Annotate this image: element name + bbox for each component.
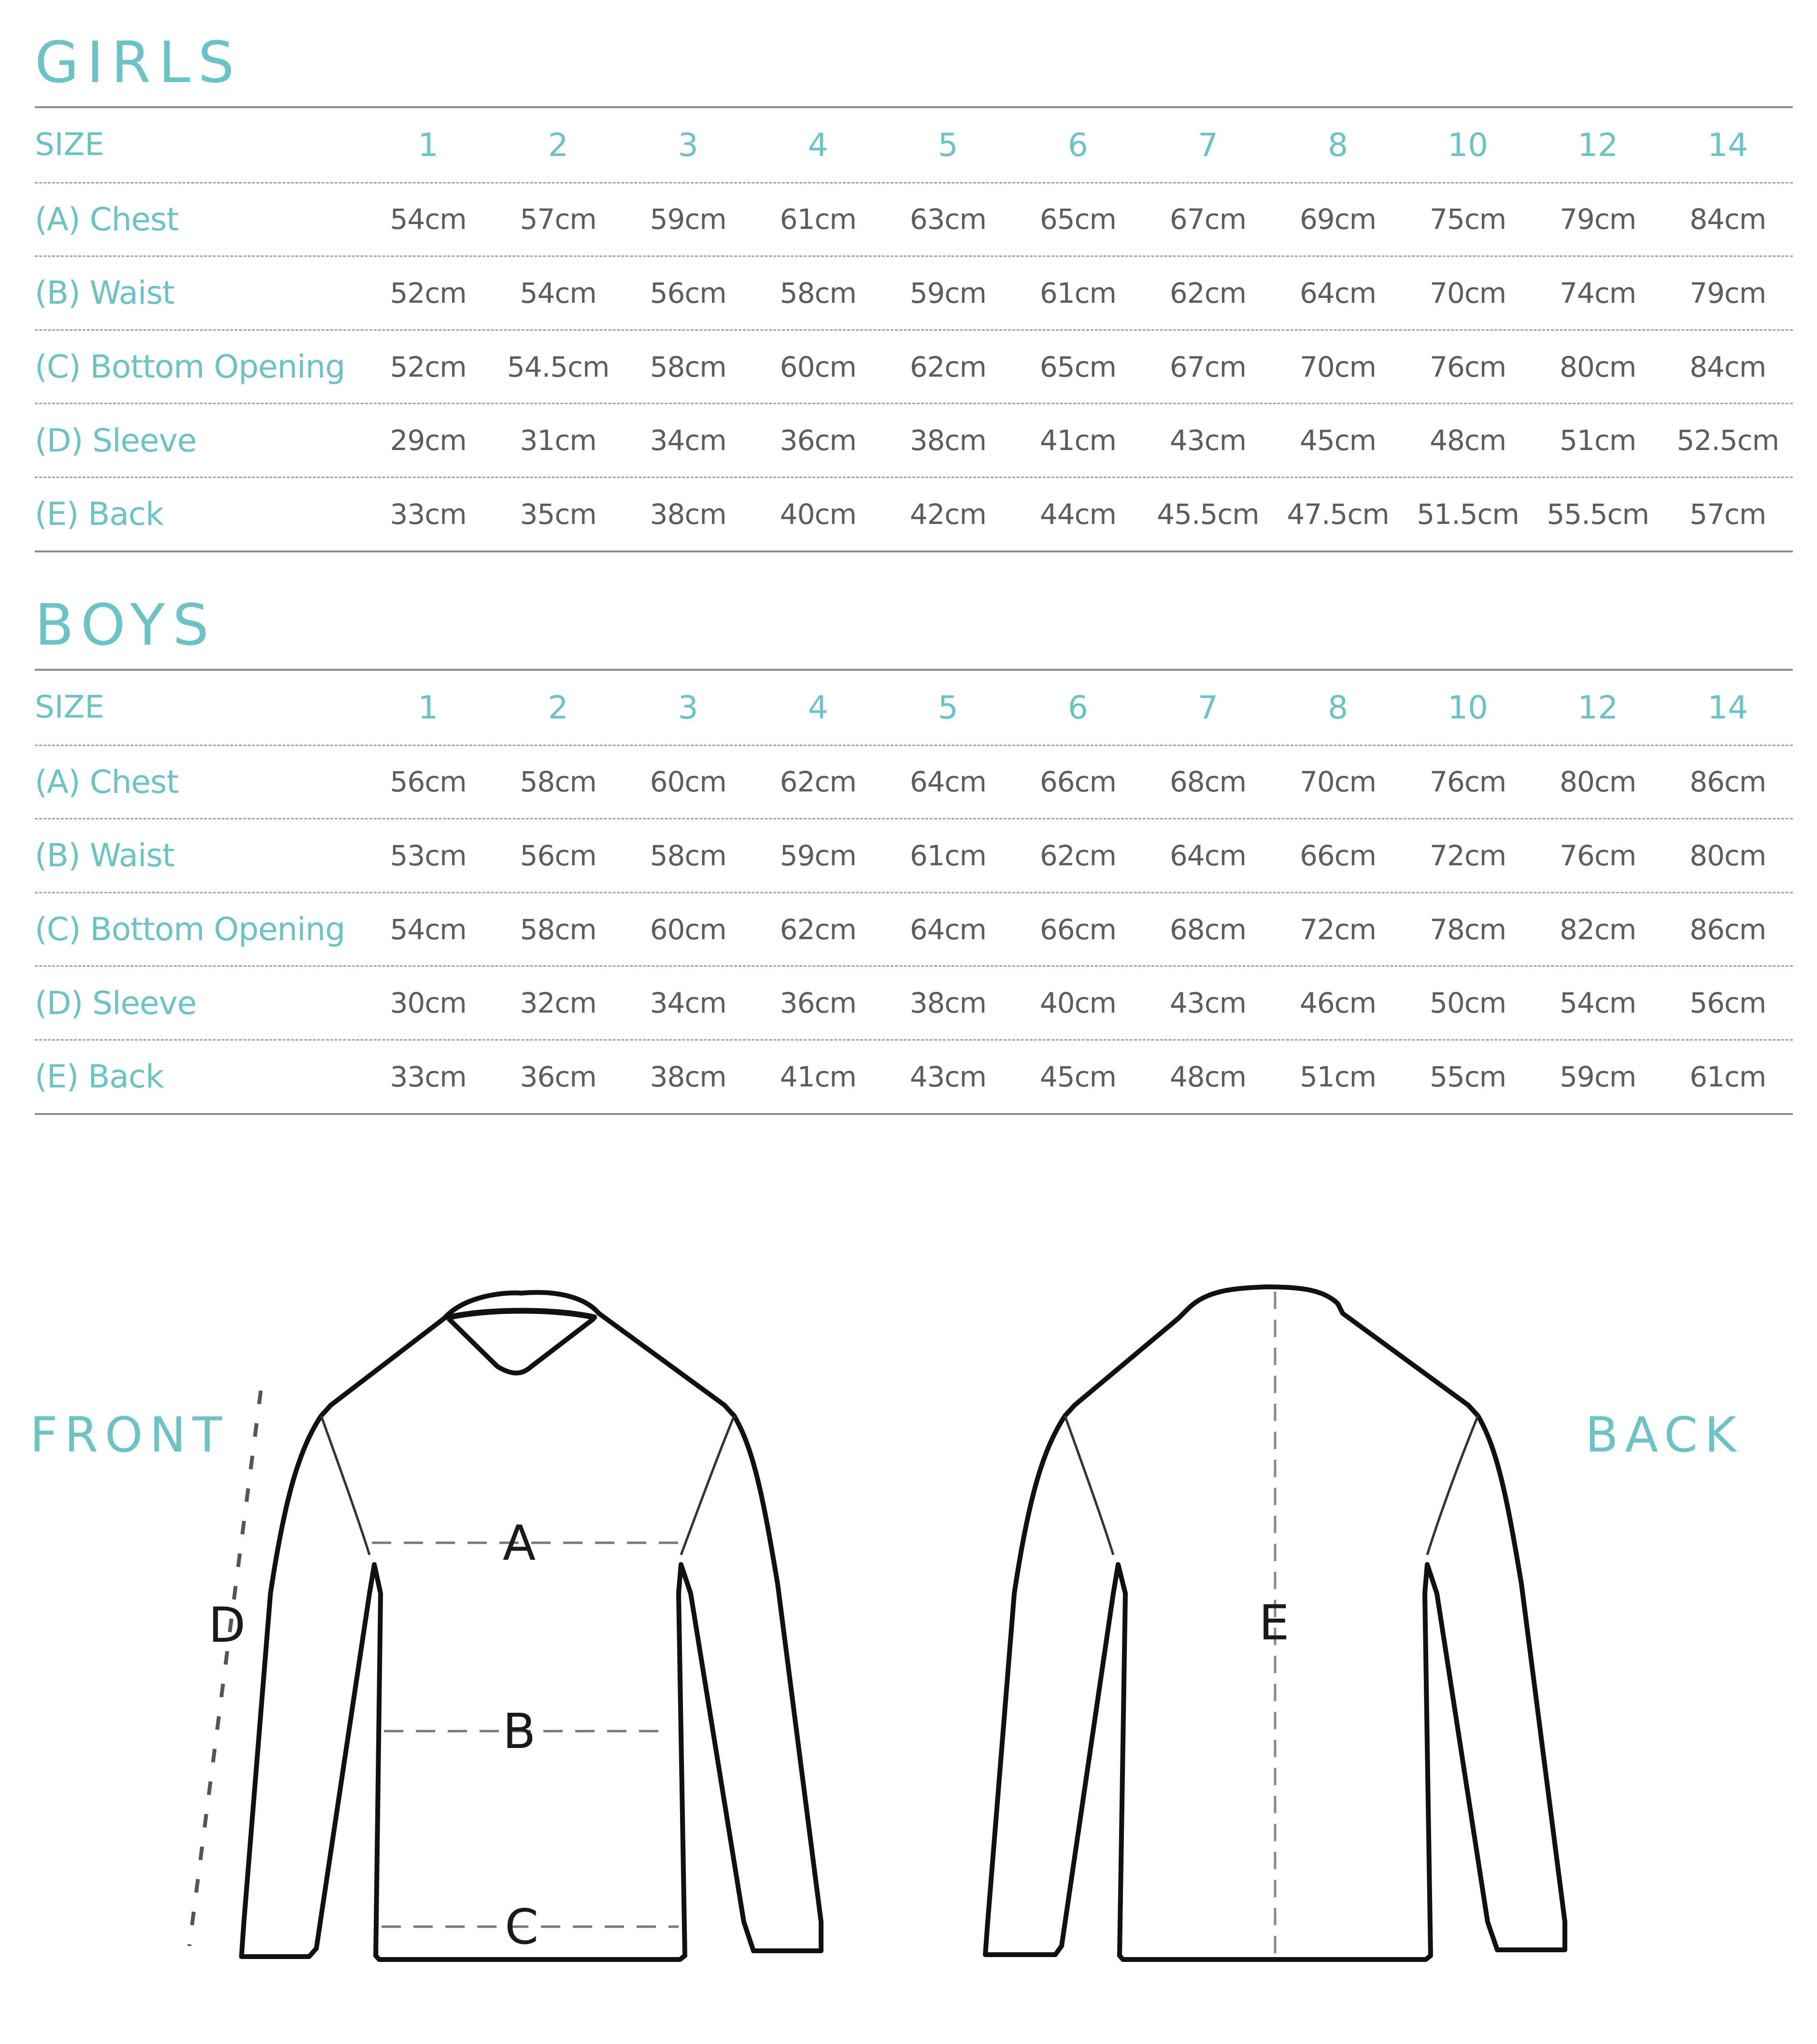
girls-size-header-row (35, 108, 1793, 182)
boys-row-label: (D) Sleeve (35, 984, 197, 1022)
girls-table-row (35, 255, 1793, 329)
girls-measurement-cell: 56cm (650, 276, 726, 310)
girls-row-label: (A) Chest (35, 200, 179, 238)
girls-measurement-cell: 48cm (1430, 424, 1506, 457)
marker-c: C (505, 1899, 539, 1955)
boys-measurement-cell: 66cm (1299, 839, 1377, 872)
boys-measurement-cell: 54cm (1560, 987, 1636, 1020)
girls-measurement-cell: 31cm (520, 424, 596, 457)
boys-size-label: SIZE (35, 690, 104, 726)
girls-measurement-cell: 57cm (520, 203, 596, 236)
girls-measurement-cell: 40cm (780, 497, 856, 531)
girls-measurement-cell: 59cm (909, 276, 986, 310)
boys-row-label: (B) Waist (35, 837, 174, 874)
girls-measurement-cell: 51.5cm (1417, 497, 1519, 531)
girls-row-label: (E) Back (35, 495, 164, 533)
girls-measurement-cell: 45cm (1299, 424, 1377, 457)
boys-measurement-cell: 60cm (650, 765, 726, 799)
girls-table-row (35, 477, 1793, 550)
boys-measurement-cell: 40cm (1039, 987, 1117, 1020)
boys-measurement-cell: 50cm (1430, 987, 1506, 1020)
girls-row-label: (B) Waist (35, 274, 174, 312)
girls-measurement-cell: 43cm (1169, 424, 1247, 457)
boys-size-6: 6 (1067, 689, 1088, 726)
girls-measurement-cell: 58cm (780, 276, 856, 310)
girls-measurement-cell: 61cm (780, 203, 856, 236)
boys-size-12: 12 (1577, 689, 1618, 726)
girls-row-label: (D) Sleeve (35, 422, 197, 459)
girls-table-row (35, 403, 1793, 477)
boys-size-1: 1 (418, 689, 439, 726)
girls-measurement-cell: 64cm (1299, 276, 1377, 310)
boys-measurement-cell: 43cm (909, 1060, 986, 1093)
boys-size-2: 2 (548, 689, 568, 726)
boys-size-5: 5 (937, 689, 958, 726)
girls-measurement-cell: 62cm (909, 350, 986, 383)
girls-table-row (35, 329, 1793, 403)
boys-measurement-cell: 80cm (1689, 839, 1766, 872)
girls-measurement-cell: 61cm (1039, 276, 1117, 310)
boys-measurement-cell: 62cm (1039, 839, 1117, 872)
boys-measurement-cell: 76cm (1430, 765, 1506, 799)
girls-table-row (35, 182, 1793, 256)
boys-size-14: 14 (1707, 689, 1748, 726)
boys-row-label: (C) Bottom Opening (35, 911, 345, 948)
girls-size-3: 3 (678, 126, 698, 164)
boys-measurement-cell: 58cm (650, 839, 726, 872)
boys-table-row (35, 745, 1793, 818)
boys-measurement-cell: 58cm (520, 765, 596, 799)
boys-size-10: 10 (1448, 689, 1489, 726)
boys-measurement-cell: 59cm (1560, 1060, 1636, 1093)
girls-size-7: 7 (1198, 126, 1218, 164)
boys-table-row (35, 965, 1793, 1039)
girls-size-8: 8 (1328, 126, 1349, 164)
boys-measurement-cell: 61cm (909, 839, 986, 872)
boys-measurement-cell: 66cm (1039, 913, 1117, 946)
boys-measurement-cell: 53cm (390, 839, 467, 872)
girls-size-5: 5 (937, 126, 958, 164)
boys-measurement-cell: 60cm (650, 913, 726, 946)
girls-measurement-cell: 52cm (390, 350, 467, 383)
boys-measurement-cell: 38cm (909, 987, 986, 1020)
boys-measurement-cell: 43cm (1169, 987, 1247, 1020)
boys-measurement-cell: 32cm (520, 987, 596, 1020)
girls-measurement-cell: 54cm (390, 203, 467, 236)
girls-measurement-cell: 67cm (1169, 350, 1247, 383)
boys-measurement-cell: 61cm (1689, 1060, 1766, 1093)
back-view-label: BACK (1585, 1407, 1743, 1463)
boys-size-7: 7 (1198, 689, 1218, 726)
girls-measurement-cell: 54.5cm (507, 350, 610, 383)
girls-measurement-cell: 33cm (390, 497, 467, 531)
girls-measurement-cell: 60cm (780, 350, 856, 383)
boys-measurement-cell: 51cm (1299, 1060, 1377, 1093)
girls-measurement-cell: 70cm (1430, 276, 1506, 310)
girls-measurement-cell: 45.5cm (1157, 497, 1259, 531)
girls-measurement-cell: 34cm (650, 424, 726, 457)
boys-measurement-cell: 36cm (780, 987, 856, 1020)
boys-size-3: 3 (678, 689, 698, 726)
boys-size-header-row (35, 671, 1793, 745)
boys-measurement-cell: 55cm (1430, 1060, 1506, 1093)
boys-measurement-cell: 48cm (1169, 1060, 1247, 1093)
boys-title: BOYS (35, 592, 217, 658)
girls-measurement-cell: 65cm (1039, 350, 1117, 383)
boys-measurement-cell: 38cm (650, 1060, 726, 1093)
boys-measurement-cell: 62cm (780, 913, 856, 946)
marker-a: A (502, 1515, 536, 1571)
girls-row-label: (C) Bottom Opening (35, 348, 345, 386)
boys-measurement-cell: 72cm (1299, 913, 1377, 946)
girls-measurement-cell: 65cm (1039, 203, 1117, 236)
girls-measurement-cell: 38cm (650, 497, 726, 531)
boys-measurement-cell: 78cm (1430, 913, 1506, 946)
boys-measurement-cell: 64cm (909, 913, 986, 946)
boys-measurement-cell: 68cm (1169, 765, 1247, 799)
boys-measurement-cell: 58cm (520, 913, 596, 946)
girls-measurement-cell: 44cm (1039, 497, 1117, 531)
girls-size-4: 4 (808, 126, 828, 164)
girls-measurement-cell: 79cm (1560, 203, 1636, 236)
boys-measurement-cell: 70cm (1299, 765, 1377, 799)
girls-measurement-cell: 62cm (1169, 276, 1247, 310)
back-seam-lines (1065, 1416, 1478, 1555)
girls-size-6: 6 (1067, 126, 1088, 164)
boys-row-label: (A) Chest (35, 763, 179, 801)
girls-title: GIRLS (35, 29, 242, 96)
boys-measurement-cell: 41cm (780, 1060, 856, 1093)
front-view-label: FRONT (30, 1407, 229, 1463)
girls-measurement-cell: 36cm (780, 424, 856, 457)
girls-measurement-cell: 84cm (1689, 350, 1766, 383)
boys-measurement-cell: 56cm (1689, 987, 1766, 1020)
girls-measurement-cell: 67cm (1169, 203, 1247, 236)
girls-measurement-cell: 52.5cm (1676, 424, 1779, 457)
girls-size-10: 10 (1448, 126, 1489, 164)
girls-size-1: 1 (418, 126, 439, 164)
marker-b: B (502, 1703, 536, 1760)
garment-diagram (0, 1246, 1817, 2044)
girls-measurement-cell: 29cm (390, 424, 467, 457)
girls-size-label: SIZE (35, 127, 104, 163)
boys-table-row (35, 892, 1793, 966)
boys-measurement-cell: 54cm (390, 913, 467, 946)
boys-measurement-cell: 62cm (780, 765, 856, 799)
girls-measurement-cell: 35cm (520, 497, 596, 531)
girls-measurement-cell: 84cm (1689, 203, 1766, 236)
boys-measurement-cell: 64cm (909, 765, 986, 799)
girls-size-2: 2 (548, 126, 568, 164)
boys-table-row (35, 1039, 1793, 1113)
marker-e: E (1259, 1594, 1290, 1651)
boys-measurement-cell: 76cm (1560, 839, 1636, 872)
girls-measurement-cell: 57cm (1689, 497, 1766, 531)
girls-measurement-cell: 54cm (520, 276, 596, 310)
boys-measurement-cell: 36cm (520, 1060, 596, 1093)
girls-measurement-cell: 52cm (390, 276, 467, 310)
girls-measurement-cell: 42cm (909, 497, 986, 531)
garment-diagram-svg (0, 1246, 1817, 2042)
boys-measurement-cell: 34cm (650, 987, 726, 1020)
boys-measurement-cell: 72cm (1430, 839, 1506, 872)
girls-measurement-cell: 79cm (1689, 276, 1766, 310)
girls-measurement-cell: 69cm (1299, 203, 1377, 236)
girls-measurement-cell: 75cm (1430, 203, 1506, 236)
boys-row-label: (E) Back (35, 1058, 164, 1096)
girls-measurement-cell: 38cm (909, 424, 986, 457)
girls-measurement-cell: 51cm (1560, 424, 1636, 457)
boys-measurement-cell: 86cm (1689, 913, 1766, 946)
boys-measurement-cell: 59cm (780, 839, 856, 872)
boys-table-row (35, 818, 1793, 892)
girls-size-12: 12 (1577, 126, 1618, 164)
girls-size-table (35, 106, 1793, 552)
boys-measurement-cell: 68cm (1169, 913, 1247, 946)
girls-measurement-cell: 80cm (1560, 350, 1636, 383)
boys-measurement-cell: 46cm (1299, 987, 1377, 1020)
boys-measurement-cell: 56cm (520, 839, 596, 872)
marker-d: D (208, 1597, 246, 1653)
girls-measurement-cell: 74cm (1560, 276, 1636, 310)
front-shirt-outline (241, 1293, 821, 1959)
girls-measurement-cell: 41cm (1039, 424, 1117, 457)
boys-measurement-cell: 33cm (390, 1060, 467, 1093)
girls-measurement-cell: 76cm (1430, 350, 1506, 383)
boys-measurement-cell: 64cm (1169, 839, 1247, 872)
girls-measurement-cell: 63cm (909, 203, 986, 236)
boys-measurement-cell: 86cm (1689, 765, 1766, 799)
boys-size-table (35, 669, 1793, 1115)
boys-size-8: 8 (1328, 689, 1349, 726)
girls-measurement-cell: 58cm (650, 350, 726, 383)
boys-measurement-cell: 45cm (1039, 1060, 1117, 1093)
girls-measurement-cell: 70cm (1299, 350, 1377, 383)
girls-measurement-cell: 47.5cm (1287, 497, 1389, 531)
boys-measurement-cell: 30cm (390, 987, 467, 1020)
boys-measurement-cell: 66cm (1039, 765, 1117, 799)
girls-size-14: 14 (1707, 126, 1748, 164)
boys-size-4: 4 (808, 689, 828, 726)
boys-measurement-cell: 82cm (1560, 913, 1636, 946)
girls-measurement-cell: 59cm (650, 203, 726, 236)
boys-measurement-cell: 56cm (390, 765, 467, 799)
boys-measurement-cell: 80cm (1560, 765, 1636, 799)
girls-measurement-cell: 55.5cm (1547, 497, 1649, 531)
